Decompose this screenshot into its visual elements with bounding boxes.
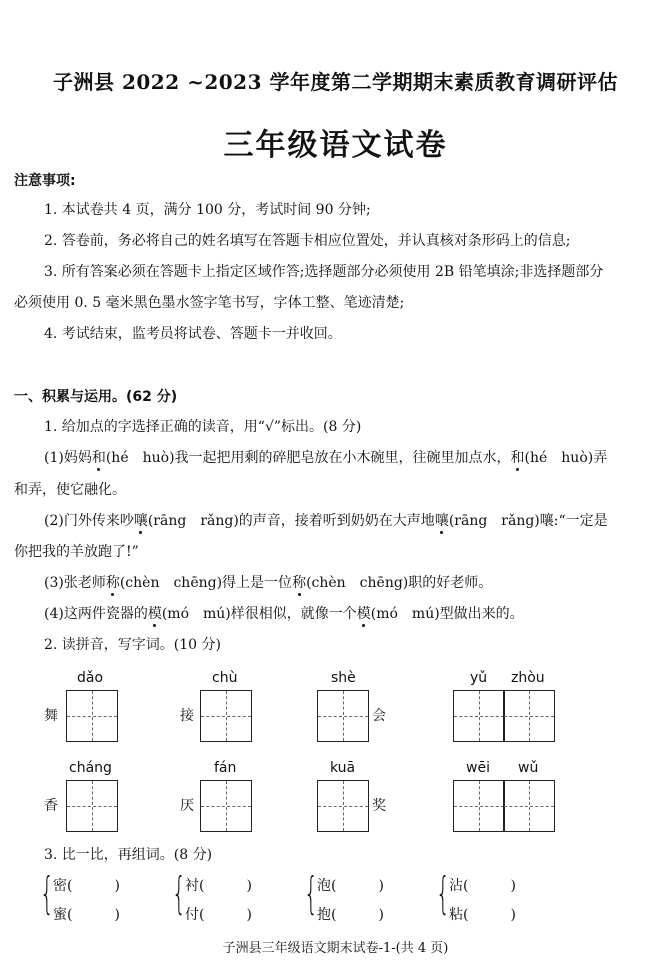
- question-1-sentence-2-cont: 你把我的羊放跑了!”: [14, 544, 139, 560]
- pinyin: shè: [331, 670, 356, 686]
- sentence-text: (rāng rǎng)的声音，接着听到奶奶在大声地: [147, 513, 435, 529]
- writing-box[interactable]: [66, 780, 118, 832]
- given-char: 舞: [44, 708, 58, 724]
- pinyin: chù: [212, 670, 238, 686]
- dotted-char: 模: [356, 606, 371, 622]
- pinyin: zhòu: [511, 670, 545, 686]
- dotted-char: 嚷: [434, 513, 449, 529]
- writing-box[interactable]: [503, 780, 555, 832]
- question-2-prompt: 2. 读拼音，写字词。(10 分): [44, 637, 221, 653]
- pinyin: wēi: [466, 760, 490, 776]
- sentence-text: (4)这两件瓷器的: [44, 606, 148, 622]
- page-footer: 子洲县三年级语文期末试卷-1-(共 4 页): [222, 941, 449, 956]
- dotted-char: 称: [292, 575, 307, 591]
- brace-icon: {: [172, 868, 186, 919]
- pair-word: 泡( ): [317, 878, 384, 894]
- pinyin: yǔ: [470, 670, 488, 686]
- question-1-sentence-4: [44, 604, 524, 624]
- sentence-text: (chèn chēng)职的好老师。: [306, 575, 493, 591]
- sentence-text: (hé huò)我一起把用剩的碎肥皂放在小木碗里，往碗里加点水，: [105, 450, 511, 466]
- writing-box[interactable]: [317, 780, 369, 832]
- question-1-sentence-2: [44, 511, 608, 531]
- writing-box[interactable]: [317, 690, 369, 742]
- writing-box[interactable]: [453, 690, 505, 742]
- note-item: 3. 所有答案必须在答题卡上指定区域作答;选择题部分必须使用 2B 铅笔填涂;非选择题部分: [44, 264, 604, 280]
- pair-word: 抱( ): [317, 907, 384, 923]
- dotted-char: 模: [147, 606, 162, 622]
- brace-icon: {: [436, 868, 450, 919]
- dotted-char: 和: [91, 450, 106, 466]
- question-3-prompt: 3. 比一比，再组词。(8 分): [44, 847, 213, 863]
- question-1-sentence-3: [44, 573, 492, 593]
- dotted-char: 称: [105, 575, 120, 591]
- exam-header: 子洲县 2022 ~2023 学年度第二学期期末素质教育调研评估: [53, 70, 618, 94]
- sentence-text: (hé huò)弄: [524, 450, 608, 466]
- writing-box[interactable]: [66, 690, 118, 742]
- given-char: 厌: [180, 798, 194, 814]
- question-1-sentence-1: [44, 448, 607, 468]
- section-heading: 一、积累与运用。(62 分): [14, 389, 178, 405]
- sentence-text: (chèn chēng)得上是一位: [119, 575, 293, 591]
- sentence-text: (2)门外传来吵: [44, 513, 134, 529]
- pair-word: 蜜( ): [53, 907, 120, 923]
- brace-icon: {: [304, 868, 318, 919]
- note-item: 2. 答卷前，务必将自己的姓名填写在答题卡相应位置处，并认真核对条形码上的信息;: [44, 233, 571, 249]
- page-title: 三年级语文试卷: [223, 128, 448, 163]
- writing-box[interactable]: [503, 690, 555, 742]
- dotted-char: 嚷: [133, 513, 148, 529]
- notes-heading: 注意事项:: [14, 173, 76, 189]
- given-char: 奖: [372, 798, 386, 814]
- note-item: 必须使用 0. 5 毫米黑色墨水签字笔书写，字体工整、笔迹清楚;: [14, 295, 405, 311]
- pair-word: 沾( ): [449, 878, 516, 894]
- given-char: 接: [180, 708, 194, 724]
- given-char: 会: [372, 708, 386, 724]
- given-char: 香: [44, 798, 58, 814]
- pair-word: 付( ): [185, 907, 252, 923]
- pair-word: 密( ): [53, 878, 120, 894]
- sentence-text: (3)张老师: [44, 575, 106, 591]
- pinyin: fán: [214, 760, 237, 776]
- sentence-text: (1)妈妈: [44, 450, 92, 466]
- question-1-sentence-1-cont: 和弄，使它融化。: [14, 482, 126, 498]
- pair-word: 粘( ): [449, 907, 516, 923]
- pinyin: cháng: [69, 760, 112, 776]
- pinyin: dǎo: [77, 670, 104, 686]
- pinyin: kuā: [330, 760, 356, 776]
- sentence-text: (rāng rǎng)嚷:“一定是: [448, 513, 608, 529]
- writing-box[interactable]: [453, 780, 505, 832]
- note-item: 4. 考试结束，监考员将试卷、答题卡一并收回。: [44, 326, 342, 342]
- sentence-text: (mó mú)型做出来的。: [370, 606, 524, 622]
- writing-box[interactable]: [200, 780, 252, 832]
- question-1-prompt: 1. 给加点的字选择正确的读音，用“√”标出。(8 分): [44, 419, 362, 435]
- sentence-text: (mó mú)样很相似，就像一个: [161, 606, 357, 622]
- pair-word: 衬( ): [185, 878, 252, 894]
- pinyin: wǔ: [518, 760, 539, 776]
- dotted-char: 和: [510, 450, 525, 466]
- brace-icon: {: [40, 868, 54, 919]
- note-item: 1. 本试卷共 4 页，满分 100 分，考试时间 90 分钟;: [44, 202, 371, 218]
- writing-box[interactable]: [200, 690, 252, 742]
